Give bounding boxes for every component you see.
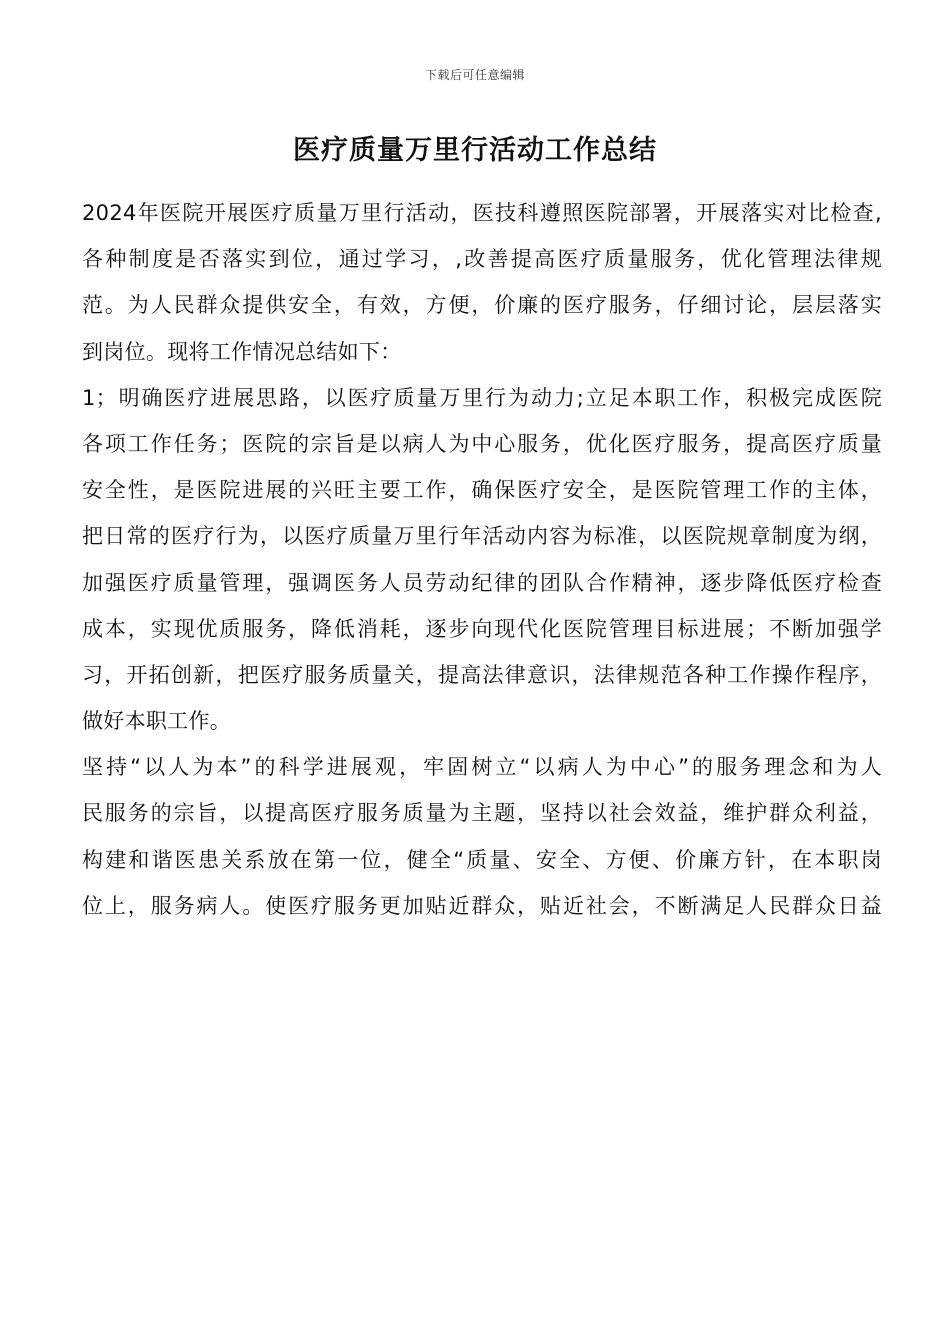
body-line: 2024年医院开展医疗质量万里行活动，医技科遵照医院部署，开展落实对比检查, <box>82 201 882 225</box>
document-title: 医疗质量万里行活动工作总结 <box>293 135 657 166</box>
body-line: 范。为人民群众提供安全，有效，方便，价廉的医疗服务，仔细讨论，层层落实 <box>82 293 882 318</box>
body-line: 1；明确医疗进展思路，以医疗质量万里行为动力;立足本职工作，积极完成医院 <box>82 385 882 410</box>
body-line: 到岗位。现将工作情况总结如下： <box>82 339 402 364</box>
body-line: 做好本职工作。 <box>82 709 232 734</box>
body-line: 安全性，是医院进展的兴旺主要工作，确保医疗安全，是医院管理工作的主体， <box>82 478 882 503</box>
document-body <box>82 190 882 929</box>
body-line: 坚持“以人为本”的科学进展观，牢固树立“以病人为中心”的服务理念和为人 <box>82 755 882 780</box>
body-line: 构建和谐医患关系放在第一位，健全“质量、安全、方便、价廉方针，在本职岗 <box>82 847 882 872</box>
body-line: 成本，实现优质服务，降低消耗，逐步向现代化医院管理目标进展；不断加强学 <box>82 616 882 641</box>
body-line: 位上，服务病人。使医疗服务更加贴近群众，贴近社会，不断满足人民群众日益 <box>82 893 882 918</box>
body-line: 各项工作任务；医院的宗旨是以病人为中心服务，优化医疗服务，提高医疗质量 <box>82 431 882 456</box>
header-note: 下载后可任意编辑 <box>424 68 525 82</box>
body-line: 加强医疗质量管理，强调医务人员劳动纪律的团队合作精神，逐步降低医疗检查 <box>82 570 882 595</box>
body-line: 各种制度是否落实到位，通过学习，,改善提高医疗质量服务，优化管理法律规 <box>82 247 882 272</box>
body-line: 民服务的宗旨，以提高医疗服务质量为主题，坚持以社会效益，维护群众利益， <box>82 801 882 826</box>
body-line: 习，开拓创新，把医疗服务质量关，提高法律意识，法律规范各种工作操作程序， <box>82 662 882 687</box>
body-line: 把日常的医疗行为，以医疗质量万里行年活动内容为标准，以医院规章制度为纲， <box>82 524 882 549</box>
